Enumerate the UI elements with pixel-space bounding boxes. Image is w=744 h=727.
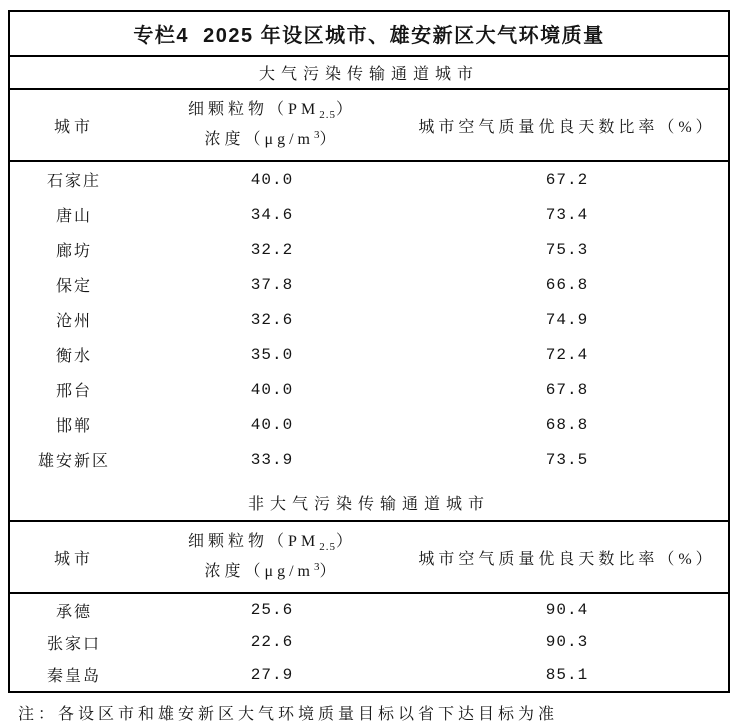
table-title: 专栏4 2025 年设区城市、雄安新区大气环境质量 [10, 12, 728, 57]
header-pm25 [138, 95, 406, 155]
header-good-days-ratio: 城市空气质量优良天数比率（%） [418, 550, 716, 568]
header-good-days-ratio: 城市空气质量优良天数比率（%） [418, 118, 716, 136]
header-pm25-prefix: 细颗粒物（PM [188, 533, 320, 551]
good-days-cell: 67.2 [545, 170, 589, 189]
pm25-cell: 40.0 [250, 415, 294, 434]
city-cell: 保定 [55, 278, 92, 295]
header-pm25 [138, 527, 406, 587]
table-header-row-2 [10, 522, 728, 594]
header-pm25-close: ） [335, 533, 356, 551]
table-row [10, 372, 728, 407]
good-days-cell: 66.8 [545, 275, 589, 294]
non-transport-channel-rows [10, 594, 728, 691]
city-cell: 邯郸 [55, 418, 92, 435]
header-concentration-close: ） [319, 131, 340, 149]
table-row [10, 659, 728, 691]
header-concentration-prefix: 浓度（μg/m [204, 131, 314, 149]
good-days-cell: 90.3 [545, 633, 589, 652]
good-days-cell: 85.1 [545, 665, 589, 684]
pm25-cell: 33.9 [250, 450, 294, 469]
city-cell: 雄安新区 [37, 453, 110, 470]
city-cell: 承德 [55, 603, 92, 621]
header-city: 城市 [53, 550, 94, 568]
section-title-non-transport-channel: 非大气污染传输通道城市 [10, 477, 728, 522]
pm25-cell: 22.6 [250, 633, 294, 652]
header-city: 城市 [53, 118, 94, 136]
good-days-cell: 68.8 [545, 415, 589, 434]
table-row [10, 197, 728, 232]
pm25-cell: 40.0 [250, 170, 294, 189]
header-concentration-superscript: 3 [313, 129, 320, 142]
table-row [10, 594, 728, 626]
table-header-row-1 [10, 90, 728, 162]
air-quality-table [8, 10, 730, 693]
city-cell: 廊坊 [55, 243, 92, 260]
section-title-transport-channel: 大气污染传输通道城市 [10, 57, 728, 90]
pm25-cell: 27.9 [250, 665, 294, 684]
good-days-cell: 74.9 [545, 310, 589, 329]
pm25-cell: 32.6 [250, 310, 294, 329]
table-row [10, 337, 728, 372]
table-row [10, 626, 728, 658]
table-row [10, 442, 728, 477]
transport-channel-rows [10, 162, 728, 477]
good-days-cell: 67.8 [545, 380, 589, 399]
city-cell: 邢台 [55, 383, 92, 400]
table-row [10, 302, 728, 337]
good-days-cell: 72.4 [545, 345, 589, 364]
good-days-cell: 75.3 [545, 240, 589, 259]
city-cell: 秦皇岛 [46, 668, 101, 686]
header-pm25-subscript: 2.5 [319, 109, 336, 122]
header-pm25-line2 [138, 557, 406, 587]
pm25-cell: 32.2 [250, 240, 294, 259]
pm25-cell: 37.8 [250, 275, 294, 294]
header-concentration-prefix: 浓度（μg/m [204, 563, 314, 581]
table-note: 注：各设区市和雄安新区大气环境质量目标以省下达目标为准 [18, 706, 559, 723]
city-cell: 衡水 [55, 348, 92, 365]
pm25-cell: 34.6 [250, 205, 294, 224]
header-pm25-line1 [138, 95, 406, 125]
table-row [10, 267, 728, 302]
header-pm25-subscript: 2.5 [319, 541, 336, 554]
header-pm25-close: ） [335, 101, 356, 119]
good-days-cell: 73.4 [545, 205, 589, 224]
pm25-cell: 40.0 [250, 380, 294, 399]
good-days-cell: 73.5 [545, 450, 589, 469]
table-row [10, 232, 728, 267]
header-concentration-superscript: 3 [313, 561, 320, 574]
pm25-cell: 25.6 [250, 601, 294, 620]
header-pm25-line1 [138, 527, 406, 557]
header-pm25-line2 [138, 125, 406, 155]
table-row [10, 407, 728, 442]
city-cell: 石家庄 [46, 173, 101, 190]
pm25-cell: 35.0 [250, 345, 294, 364]
city-cell: 唐山 [55, 208, 92, 225]
city-cell: 沧州 [55, 313, 92, 330]
header-pm25-prefix: 细颗粒物（PM [188, 101, 320, 119]
header-concentration-close: ） [319, 563, 340, 581]
good-days-cell: 90.4 [545, 601, 589, 620]
city-cell: 张家口 [46, 635, 101, 653]
table-row [10, 162, 728, 197]
